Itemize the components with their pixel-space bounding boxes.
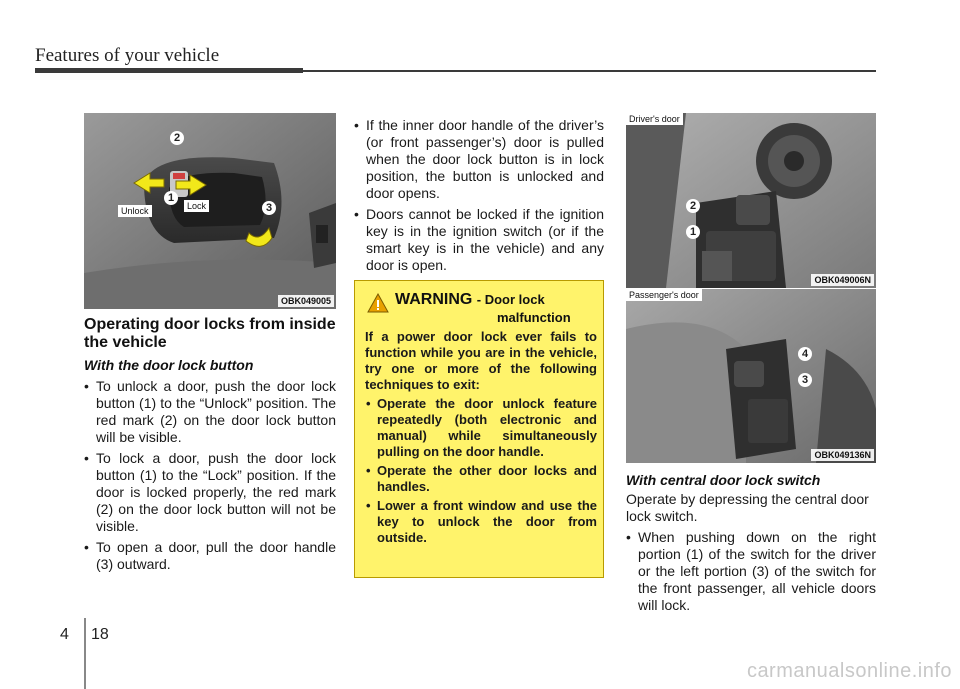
list-item: • Lower a front window and use the key to unlock the door from outside. — [365, 498, 597, 546]
callout-1: 1 — [164, 191, 178, 205]
list-item: • To lock a door, push the door lock button (1) to the “Lock” position. If the door is locked properly, the red mark (2) on the door lock button will not be visible. — [84, 450, 336, 535]
list-item: • Operate the door unlock feature repeatedly (both electronic and manual) while simultaneously pulling on the door handle. — [365, 396, 597, 460]
warning-triangle-icon — [367, 293, 389, 313]
page-header-title: Features of your vehicle — [35, 45, 220, 66]
list-item: • If the inner door handle of the driver’s (or front passenger’s) door is pulled when the door lock button is in lock position, the button is unlocked and door opens. — [354, 117, 604, 202]
door-handle-photo — [84, 113, 336, 309]
figure-code: OBK049136N — [811, 449, 874, 461]
lock-label: Lock — [184, 200, 209, 212]
figure-code: OBK049005 — [278, 295, 334, 307]
callout-3: 3 — [798, 373, 812, 387]
passengers-door-label: Passenger's door — [626, 289, 702, 301]
list-item: • When pushing down on the right portion (1) of the switch for the driver or the left portion (3) of the switch for the front passenger, all vehicle doors will lock. — [626, 529, 876, 614]
header-rule-thin — [303, 70, 876, 72]
warning-heading — [395, 291, 571, 327]
callout-2: 2 — [686, 199, 700, 213]
warning-intro: If a power door lock ever fails to function while you are in the vehicle, try one or more of the following techniques to exit: — [365, 329, 597, 392]
list-item: • Operate the other door locks and handles. — [365, 463, 597, 495]
passengers-door-photo — [626, 289, 876, 463]
warning-box — [354, 280, 604, 578]
callout-1: 1 — [686, 225, 700, 239]
chapter-number: 4 — [60, 626, 69, 643]
warning-word: WARNING — [395, 291, 473, 308]
section-title: Operating door locks from inside the vehicle — [84, 316, 336, 351]
warning-list — [365, 396, 597, 546]
subheading-central-switch: With central door lock switch — [626, 472, 821, 488]
list-item: • To unlock a door, push the door lock button (1) to the “Unlock” position. The red mark (2) on the door lock button will be visible. — [84, 378, 336, 446]
inner-handle-list — [354, 117, 604, 278]
drivers-door-label: Driver's door — [626, 113, 683, 125]
figure-code: OBK049006N — [811, 274, 874, 286]
callout-2: 2 — [170, 131, 184, 145]
central-switch-paragraph: Operate by depressing the central door lock switch. — [626, 491, 869, 524]
door-lock-button-list — [84, 378, 336, 577]
footer-divider — [84, 618, 86, 689]
drivers-door-photo — [626, 113, 876, 288]
subheading-door-lock-button: With the door lock button — [84, 357, 254, 373]
watermark: carmanualsonline.info — [746, 660, 952, 682]
unlock-label: Unlock — [118, 205, 152, 217]
central-switch-list — [626, 529, 876, 618]
warning-subject: - Door lock — [476, 292, 545, 307]
callout-3: 3 — [262, 201, 276, 215]
warning-subject-cont: malfunction — [497, 310, 571, 325]
list-item: • Doors cannot be locked if the ignition key is in the ignition switch (or if the smart key is in the vehicle) and any door is open. — [354, 206, 604, 274]
list-item: • To open a door, pull the door handle (3) outward. — [84, 539, 336, 573]
warning-body — [365, 329, 597, 549]
callout-4: 4 — [798, 347, 812, 361]
header-rule-thick — [35, 68, 303, 73]
page-number: 18 — [91, 626, 109, 643]
